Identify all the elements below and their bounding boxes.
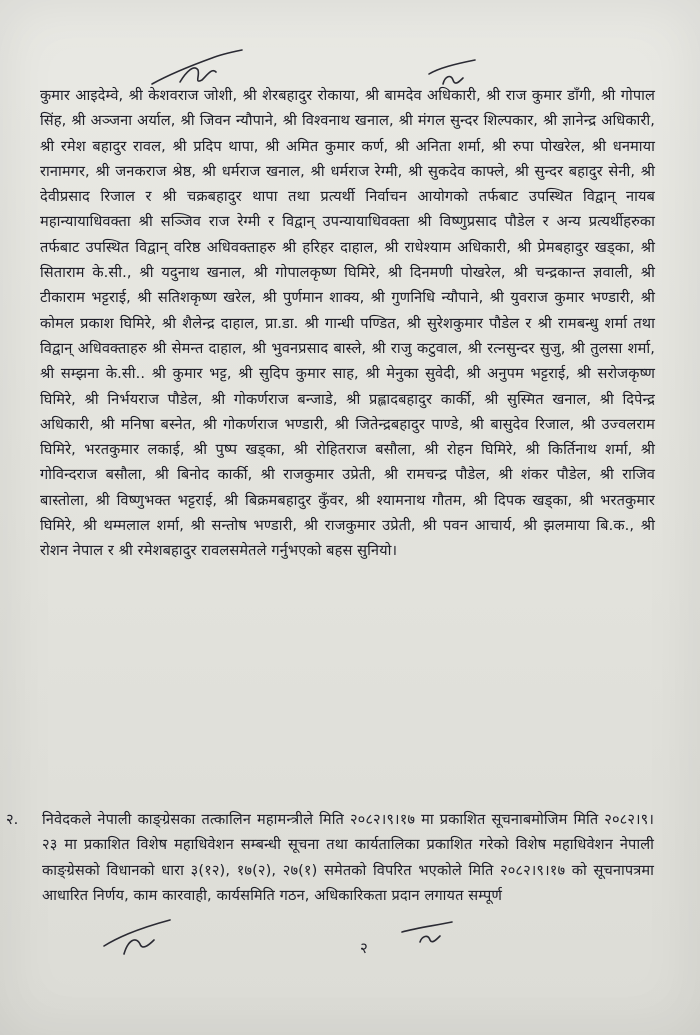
page-number: २	[360, 939, 368, 957]
body-paragraph-counsel-list: कुमार आइदेम्वे, श्री केशवराज जोशी, श्री शेरबहादुर रोकाया, श्री बामदेव अधिकारी, श्री राज कुमार डाँगी, श्री गोपाल सिंह, श्री अञ्जना अर्याल, श्री जिवन न्यौपाने, श्री विश्वनाथ खनाल, श्री मंगल सुन्दर शिल्पकार, श्री ज्ञानेन्द्र अधिकारी, श्री रमेश बहादुर रावल, श्री प्रदिप थापा, श्री अमित कुमार कर्ण, श्री अनिता शर्मा, श्री रुपा पोखरेल, श्री धनमाया रानामगर, श्री जनकराज श्रेष्ठ, श्री धर्मराज खनाल, श्री धर्मराज रेग्मी, श्री सुकदेव काफ्ले, श्री सुन्दर बहादुर सेनी, श्री देवीप्रसाद रिजाल र श्री चक्रबहादुर थापा तथा प्रत्यर्थी निर्वाचन आयोगको तर्फबाट उपस्थित विद्वान् नायब महान्यायाधिवक्ता श्री सञ्जिव राज रेग्मी र विद्वान् उपन्यायाधिवक्ता श्री विष्णुप्रसाद पौडेल र अन्य प्रत्यर्थीहरुका तर्फबाट उपस्थित विद्वान् वरिष्ठ अधिवक्ताहरु श्री हरिहर दाहाल, श्री राधेश्याम अधिकारी, श्री प्रेमबहादुर खड्का, श्री सिताराम के.सी., श्री यदुनाथ खनाल, श्री गोपालकृष्ण घिमिरे, श्री दिनमणी पोखरेल, श्री चन्द्रकान्त ज्ञवाली, श्री टीकाराम भट्टराई, श्री सतिशकृष्ण खरेल, श्री पुर्णमान शाक्य, श्री गुणनिधि न्यौपाने, श्री युवराज कुमार भण्डारी, श्री कोमल प्रकाश घिमिरे, श्री शैलेन्द्र दाहाल, प्रा.डा. श्री गान्धी पण्डित, श्री सुरेशकुमार पौडेल र श्री रामबन्धु शर्मा तथा विद्वान् अधिवक्ताहरु श्री सेमन्त दाहाल, श्री भुवनप्रसाद बास्ले, श्री राजु कटुवाल, श्री रत्नसुन्दर सुजु, श्री तुलसा शर्मा, श्री सम्झना के.सी.. श्री कुमार भट्ट, श्री सुदिप कुमार साह, श्री मेनुका सुवेदी, श्री अनुपम भट्टराई, श्री सरोजकृष्ण घिमिरे, श्री निर्भयराज पौडेल, श्री गोकर्णराज बन्जाडे, श्री प्रह्लादबहादुर कार्की, श्री सुस्मित खनाल, श्री दिपेन्द्र अधिकारी, श्री मनिषा बस्नेत, श्री गोकर्णराज भण्डारी, श्री जितेन्द्रबहादुर पाण्डे, श्री बासुदेव रिजाल, श्री उज्वलराम घिमिरे, भरतकुमार लकाई, श्री पुष्प खड्का, श्री रोहितराज बसौला, श्री रोहन घिमिरे, श्री किर्तिनाथ शर्मा, श्री गोविन्दराज बसौला, श्री बिनोद कार्की, श्री राजकुमार उप्रेती, श्री रामचन्द्र पौडेल, श्री शंकर पौडेल, श्री राजिव बास्तोला, श्री विष्णुभक्त भट्टराई, श्री बिक्रमबहादुर कुँवर, श्री श्यामनाथ गौतम, श्री दिपक खड्का, श्री भरतकुमार घिमिरे, श्री थम्मलाल शर्मा, श्री सन्तोष भण्डारी, श्री राजकुमार उप्रेती, श्री पवन आचार्य, श्री झलमाया बि.क., श्री रोशन नेपाल र श्री रमेशबहादुर रावलसमेतले गर्नुभएको बहस सुनियो।	[40, 87, 655, 560]
signature-bottom-right	[398, 918, 458, 948]
body-paragraph-item-2: निवेदकले नेपाली काङ्ग्रेसका तत्कालिन महामन्त्रीले मिति २०८२।९।१७ मा प्रकाशित सूचनाबमोजिम मिति २०८२।९।२३ मा प्रकाशित विशेष महाधिवेशन सम्बन्धी सूचना तथा कार्यतालिका प्रकाशित गरेको विशेष महाधिवेशन नेपाली काङ्ग्रेसको विधानको धारा ३(१२), १७(२), २७(१) समेतको विपरित भएकोले मिति २०८२।९।१७ को सूचनापत्रमा आधारित निर्णय, काम कारवाही, कार्यसमिति गठन, अधिकारिकता प्रदान लगायत सम्पूर्ण	[42, 811, 655, 904]
signature-bottom-left	[100, 910, 180, 960]
item-number: २.	[6, 811, 19, 828]
